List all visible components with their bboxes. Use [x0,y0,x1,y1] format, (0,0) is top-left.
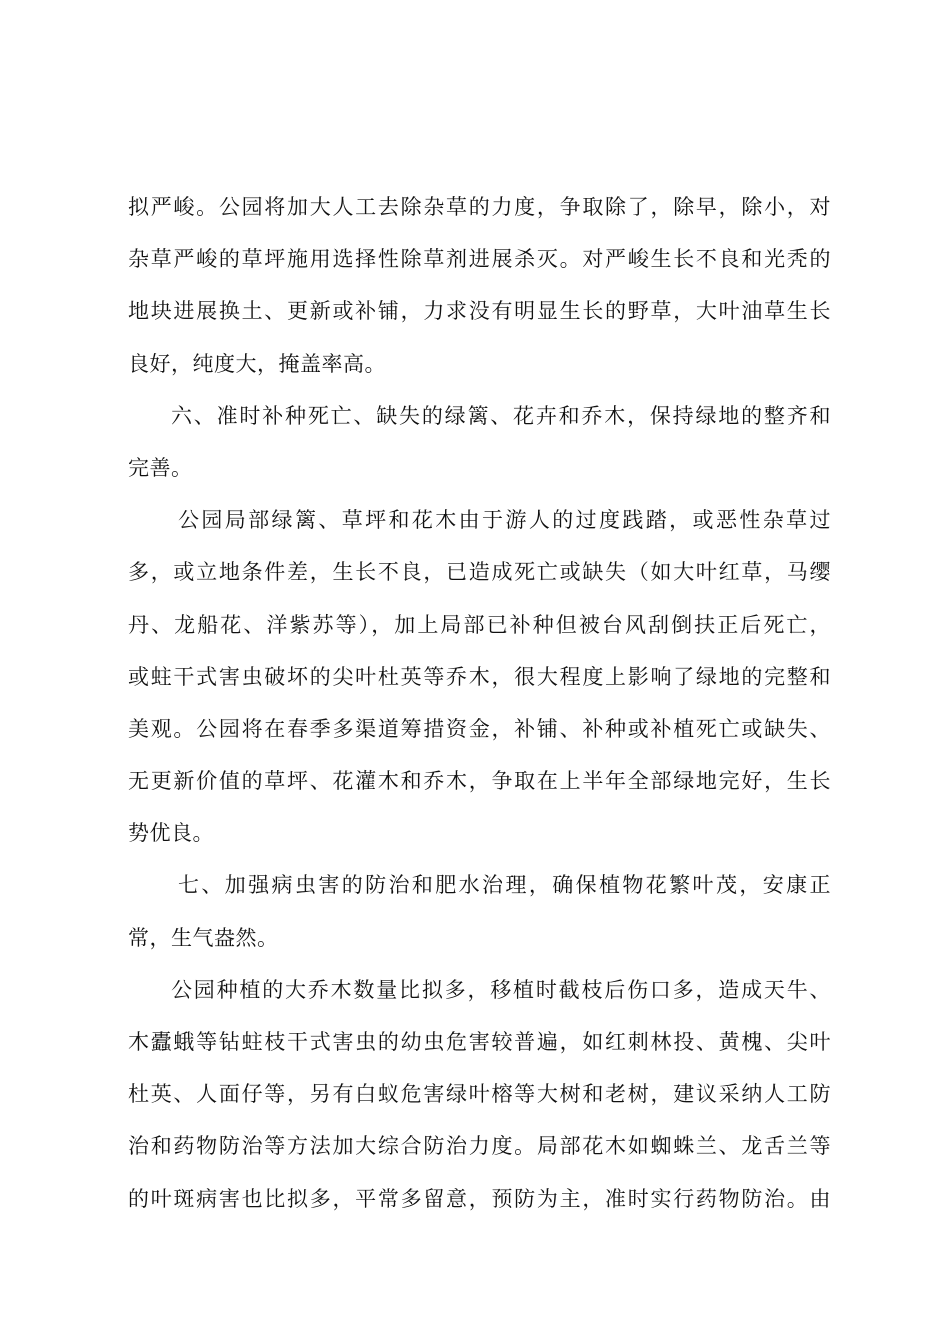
text-line: 或蛀干式害虫破坏的尖叶杜英等乔木，很大程度上影响了绿地的完整和 [128,664,831,689]
section-heading-line: 完善。 [128,455,193,480]
text-line: 良好，纯度大，掩盖率高。 [128,351,386,376]
text-line: 美观。公园将在春季多渠道筹措资金，补铺、补种或补植死亡或缺失、 [128,716,831,741]
text-line: 丹、龙船花、洋紫苏等），加上局部已补种但被台风刮倒扶正后死亡， [128,612,831,637]
text-line: 多，或立地条件差，生长不良，已造成死亡或缺失（如大叶红草，马缨 [128,560,831,585]
document-body [128,187,831,1231]
text-line: 无更新价值的草坪、花灌木和乔木，争取在上半年全部绿地完好，生长 [128,769,831,794]
text-line: 公园种植的大乔木数量比拟多，移植时截枝后伤口多，造成天牛、 [171,977,831,1002]
text-line: 杜英、人面仔等，另有白蚁危害绿叶榕等大树和老树，建议采纳人工防 [128,1082,831,1107]
section-heading-line: 六、准时补种死亡、缺失的绿篱、花卉和乔木，保持绿地的整齐和 [171,403,831,428]
text-line: 地块进展换土、更新或补铺，力求没有明显生长的野草，大叶油草生长 [128,299,831,324]
text-line: 势优良。 [128,821,214,846]
text-line: 杂草严峻的草坪施用选择性除草剂进展杀灭。对严峻生长不良和光秃的 [128,247,831,272]
text-line: 拟严峻。公园将加大人工去除杂草的力度，争取除了，除早，除小，对 [128,195,831,219]
text-line: 的叶斑病害也比拟多，平常多留意，预防为主，准时实行药物防治。由 [128,1186,831,1211]
section-heading-line: 常，生气盎然。 [128,925,279,950]
text-line: 治和药物防治等方法加大综合防治力度。局部花木如蜘蛛兰、龙舌兰等 [128,1134,831,1159]
text-line: 公园局部绿篱、草坪和花木由于游人的过度践踏，或恶性杂草过 [178,508,831,533]
section-heading-line: 七、加强病虫害的防治和肥水治理，确保植物花繁叶茂，安康正 [178,873,831,898]
text-line: 木蠹蛾等钻蛀枝干式害虫的幼虫危害较普遍，如红刺林投、黄槐、尖叶 [128,1030,831,1054]
